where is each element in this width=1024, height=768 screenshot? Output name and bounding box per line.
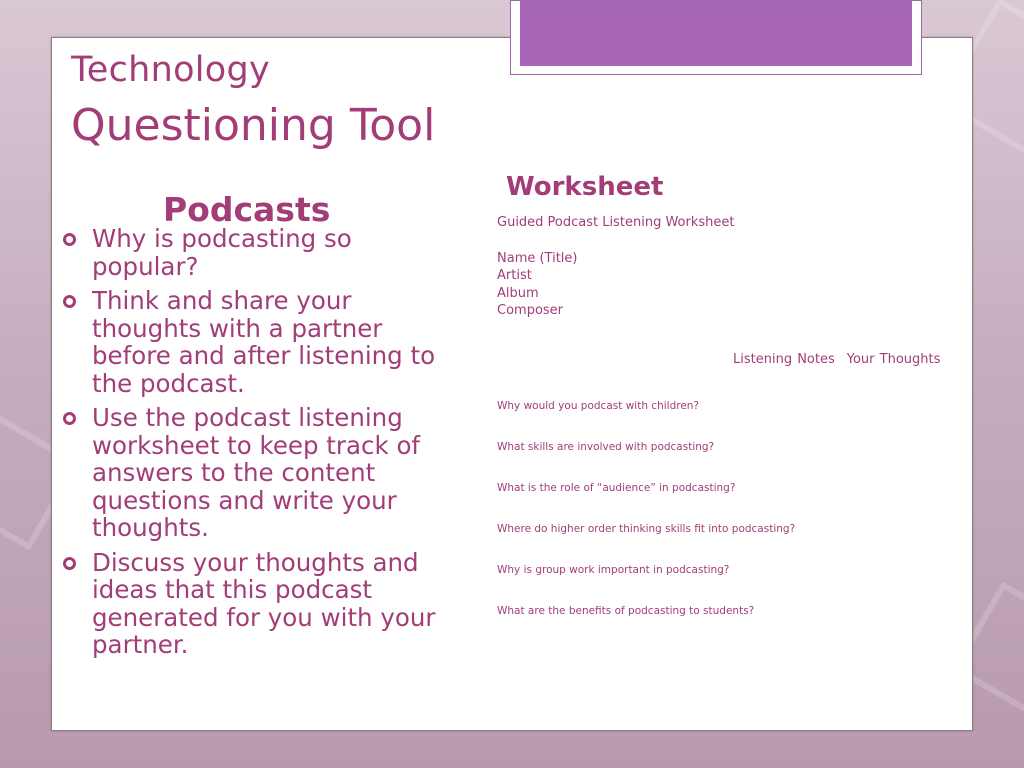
worksheet-question: Why is group work important in podcasting? (497, 564, 730, 576)
bullet-item (63, 549, 463, 659)
bullet-item (63, 225, 463, 280)
bullet-item (63, 287, 463, 397)
worksheet-question: Why would you podcast with children? (497, 400, 700, 412)
field-composer: Composer (497, 302, 564, 318)
bullet-text: Discuss your thoughts and ideas that this podcast generated for you with your partner. (92, 547, 436, 659)
worksheet-fields (497, 250, 578, 319)
field-artist: Artist (497, 268, 532, 284)
worksheet-question: Where do higher order thinking skills fit into podcasting? (497, 523, 796, 535)
worksheet-question: What is the role of “audience” in podcasting? (497, 482, 736, 494)
bullet-text: Why is podcasting so popular? (92, 224, 352, 281)
bullet-list (63, 225, 463, 666)
worksheet-column-headers (733, 352, 940, 367)
worksheet-subtitle: Guided Podcast Listening Worksheet (497, 215, 735, 230)
bullet-circle-icon (63, 557, 76, 570)
podcasts-heading: Podcasts (163, 190, 331, 229)
bullet-item (63, 404, 463, 542)
worksheet-heading: Worksheet (506, 172, 664, 202)
column-listening-notes: Listening Notes (733, 352, 835, 367)
bullet-circle-icon (63, 295, 76, 308)
bullet-text: Think and share your thoughts with a partner before and after listening to the podcast. (92, 286, 436, 398)
worksheet-question: What are the benefits of podcasting to students? (497, 605, 755, 617)
bullet-text: Use the podcast listening worksheet to keep track of answers to the content questions and write your thoughts. (92, 403, 421, 542)
column-your-thoughts: Your Thoughts (846, 352, 941, 367)
page-title-line-2: Questioning Tool (71, 100, 436, 151)
accent-banner-fill (520, 1, 912, 66)
page-title-line-1: Technology (71, 50, 271, 90)
bullet-circle-icon (63, 233, 76, 246)
accent-banner (510, 0, 922, 75)
field-name-title: Name (Title) (497, 251, 578, 266)
field-album: Album (497, 285, 539, 301)
worksheet-question: What skills are involved with podcasting? (497, 441, 715, 453)
bullet-circle-icon (63, 412, 76, 425)
